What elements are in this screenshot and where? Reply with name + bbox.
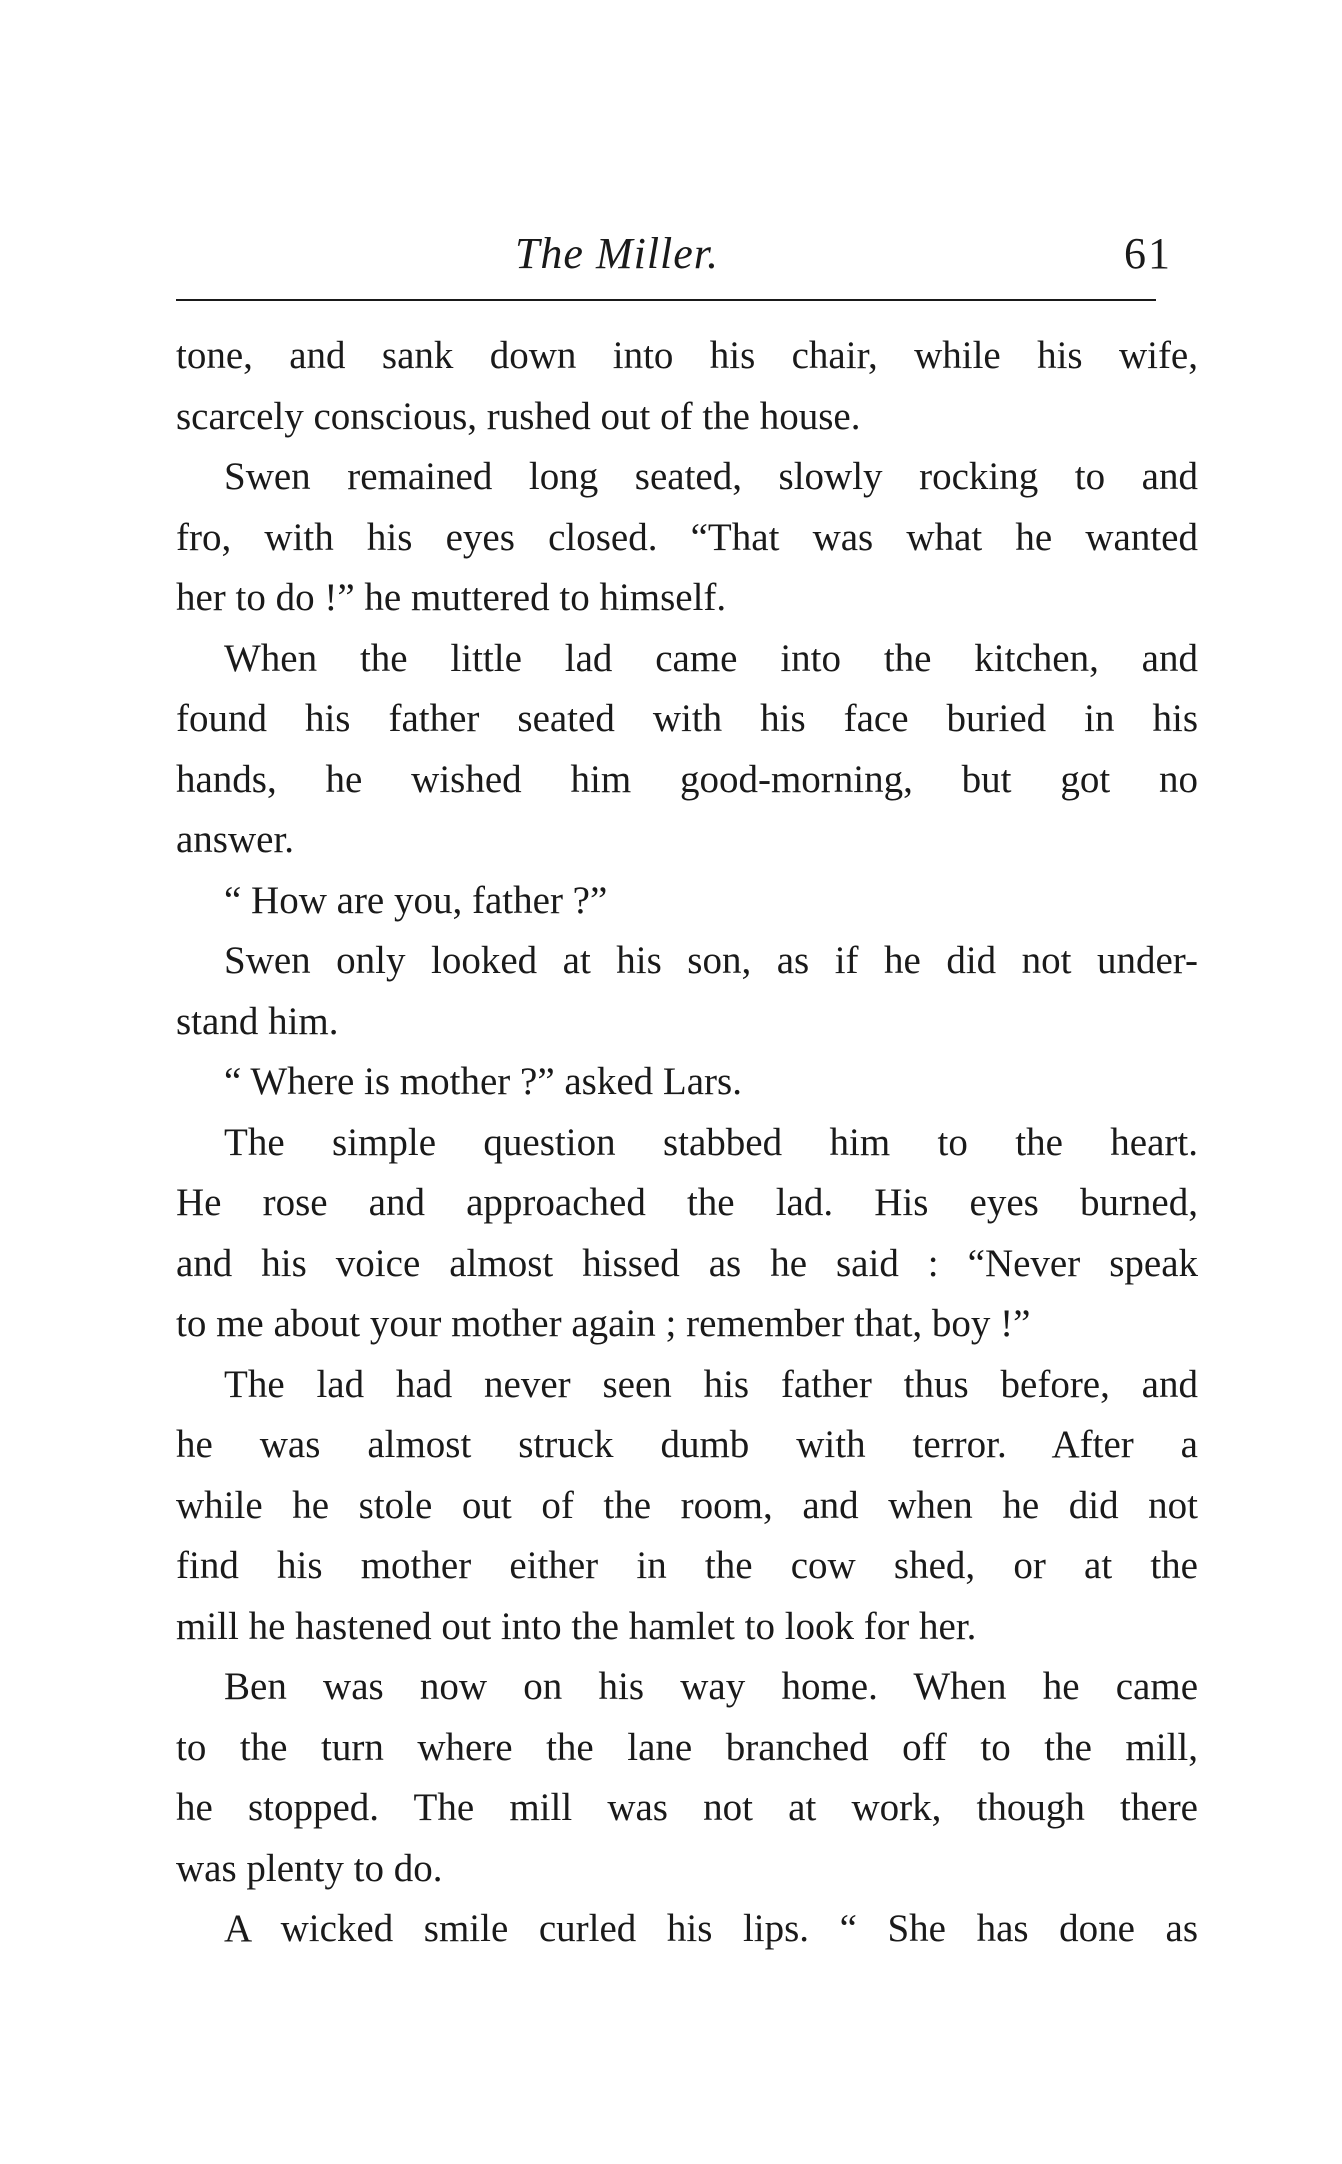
text-line: scarcely conscious, rushed out of the house. bbox=[176, 394, 861, 438]
running-title: The Miller. bbox=[514, 229, 720, 278]
text-line: find his mother either in the cow shed, or at the bbox=[176, 1544, 1198, 1587]
text-line: When the little lad came into the kitchen, and bbox=[224, 636, 1198, 680]
text-line: stand him. bbox=[176, 999, 339, 1043]
text-line: “ How are you, father ?” bbox=[224, 878, 608, 922]
text-line: to the turn where the lane branched off to the mill, bbox=[176, 1725, 1198, 1769]
text-line: Ben was now on his way home. When he came bbox=[224, 1665, 1198, 1708]
text-line: answer. bbox=[176, 818, 295, 861]
text-line: A wicked smile curled his lips. “ She has done as bbox=[224, 1907, 1198, 1950]
text-line: The simple question stabbed him to the heart. bbox=[224, 1120, 1198, 1164]
text-line: and his voice almost hissed as he said : “Never speak bbox=[176, 1241, 1198, 1285]
text-line: to me about your mother again ; remember that, boy !” bbox=[176, 1302, 1031, 1345]
text-line: He rose and approached the lad. His eyes burned, bbox=[176, 1181, 1198, 1224]
text-line: hands, he wished him good-morning, but got no bbox=[176, 757, 1198, 801]
text-line: while he stole out of the room, and when he did not bbox=[176, 1483, 1198, 1527]
text-line: mill he hastened out into the hamlet to look for her. bbox=[176, 1604, 977, 1648]
text-line: fro, with his eyes closed. “That was what he wanted bbox=[176, 515, 1198, 559]
text-line: her to do !” he muttered to himself. bbox=[176, 576, 727, 619]
text-line: he was almost struck dumb with terror. After a bbox=[176, 1423, 1198, 1466]
page-header bbox=[172, 224, 1172, 284]
text-line: The lad had never seen his father thus before, and bbox=[224, 1362, 1198, 1406]
text-line: he stopped. The mill was not at work, though there bbox=[176, 1786, 1198, 1829]
text-line: tone, and sank down into his chair, while his wife, bbox=[176, 334, 1198, 377]
text-line: Swen only looked at his son, as if he did not under- bbox=[224, 939, 1198, 982]
page-number: 61 bbox=[1124, 229, 1172, 278]
text-line: Swen remained long seated, slowly rocking to and bbox=[224, 455, 1198, 498]
text-line: was plenty to do. bbox=[176, 1846, 443, 1890]
text-line: found his father seated with his face buried in his bbox=[176, 697, 1198, 740]
header-rule bbox=[176, 299, 1156, 301]
body-text bbox=[176, 326, 1198, 1960]
text-line: “ Where is mother ?” asked Lars. bbox=[224, 1060, 742, 1103]
